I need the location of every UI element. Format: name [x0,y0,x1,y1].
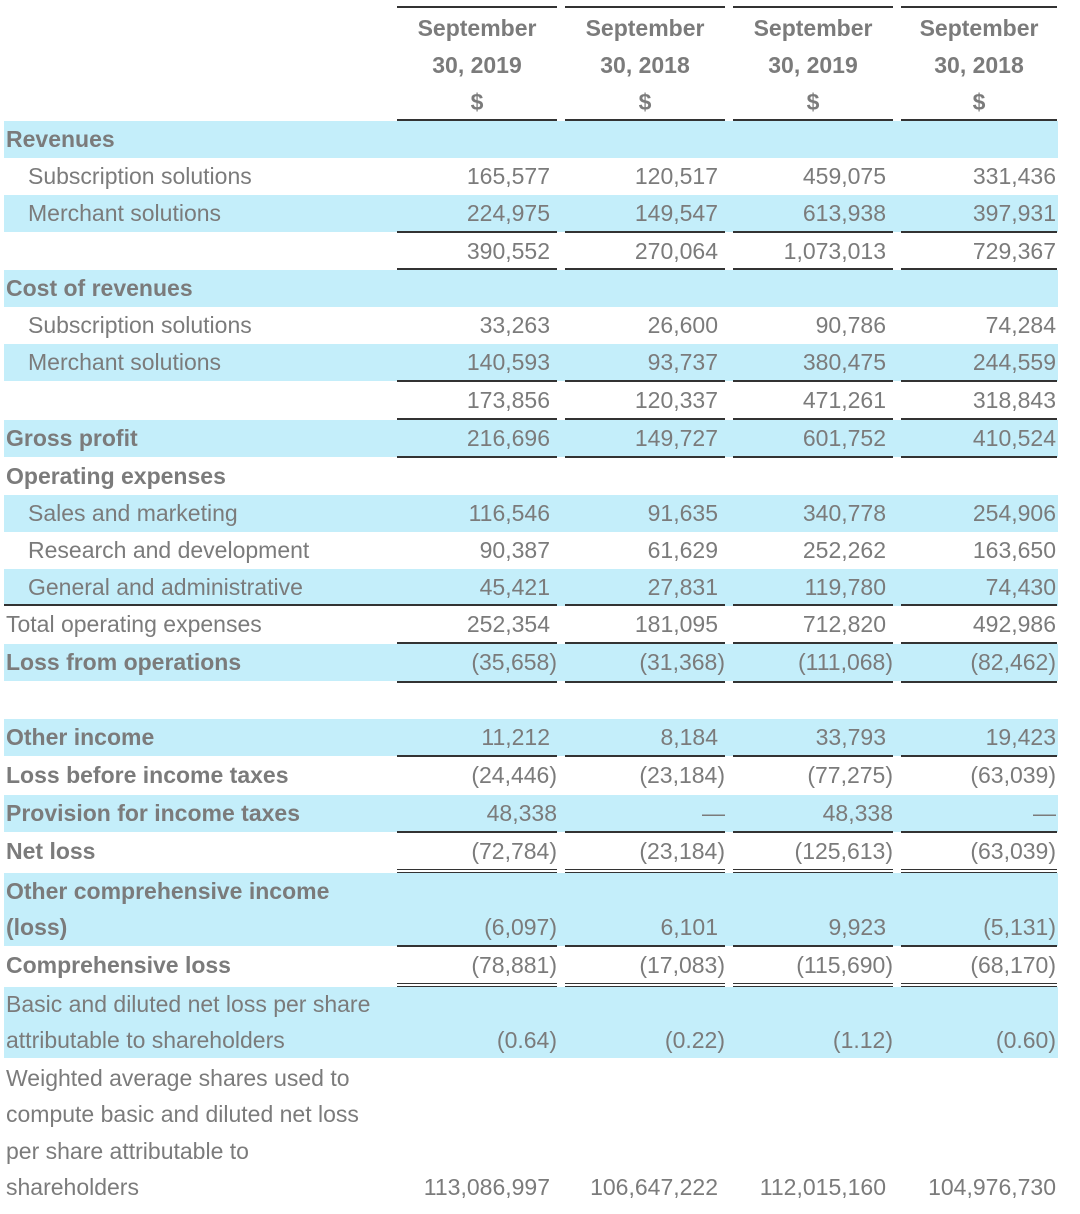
cell: (23,184) [639,762,725,788]
row-label-line3: per share attributable to [6,1138,249,1164]
cell: (125,613) [794,838,893,864]
cell: (5,131) [983,914,1056,940]
cell: 33,793 [815,724,886,750]
row-label: Loss from operations [6,649,242,675]
cell: (115,690) [796,952,893,978]
header-rule [733,6,893,8]
cell: 397,931 [972,200,1056,226]
cell: 181,095 [634,611,718,637]
cell: 27,831 [647,574,718,600]
cell: 270,064 [634,238,718,264]
row-label: Sales and marketing [28,500,238,526]
cell: 113,086,997 [423,1174,550,1200]
total-rule [901,681,1057,683]
cell: (23,184) [639,838,725,864]
cell: (6,097) [484,914,557,940]
cell: 318,843 [972,387,1056,413]
cell: (68,170) [970,952,1056,978]
row-label-line4: shareholders [6,1174,139,1200]
section-label: Revenues [6,126,115,152]
cell: 390,552 [466,238,550,264]
header-text: September [753,15,873,41]
cell: 601,752 [802,425,886,451]
cell: (24,446) [471,762,557,788]
cell: 48,338 [486,800,557,826]
cell: (0.22) [664,1027,725,1053]
cell: (63,039) [970,762,1056,788]
total-rule [733,681,893,683]
cell: (78,881) [471,952,557,978]
total-rule [565,681,725,683]
cell: 140,593 [466,349,550,375]
cell: 26,600 [647,312,718,338]
cell: 74,284 [985,312,1056,338]
cell: (72,784) [471,838,557,864]
row-label: Gross profit [6,425,138,451]
header-rule [397,6,557,8]
cell: 74,430 [985,574,1056,600]
cell: 165,577 [466,163,550,189]
cell: (35,658) [471,649,557,675]
header-text: 30, 2018 [600,52,690,78]
row-label-line2: (loss) [6,914,68,940]
cell: 93,737 [647,349,718,375]
row-label-line2: attributable to shareholders [6,1027,285,1053]
cell: 244,559 [972,349,1056,375]
row-label-line2: compute basic and diluted net loss [6,1101,359,1127]
cell: (31,368) [639,649,725,675]
total-rule [565,456,725,458]
header-currency: $ [638,89,652,115]
cell: 45,421 [479,574,550,600]
header-text: September [919,15,1039,41]
cell: 173,856 [466,387,550,413]
row-label: Other income [6,724,155,750]
cell: 90,387 [479,537,550,563]
cell: 729,367 [972,238,1056,264]
header-text: 30, 2018 [934,52,1024,78]
cell: (82,462) [970,649,1056,675]
cell: 48,338 [822,800,893,826]
cell: (111,068) [797,649,893,675]
section-label: Cost of revenues [6,275,193,301]
row-label-line1: Basic and diluted net loss per share [6,991,371,1017]
cell: 6,101 [660,914,718,940]
cell: (63,039) [970,838,1056,864]
cell: 33,263 [479,312,550,338]
column-header-3 [733,10,893,121]
row-label: Net loss [6,838,96,864]
cell: — [702,800,725,826]
section-label: Operating expenses [6,463,226,489]
row-label: Loss before income taxes [6,762,289,788]
cell: 119,780 [804,574,886,600]
row-label: Research and development [28,537,310,563]
row-label-line1: Other comprehensive income [6,878,330,904]
cell: (0.60) [995,1027,1056,1053]
header-currency: $ [972,89,986,115]
total-rule [901,456,1057,458]
cell: 19,423 [985,724,1056,750]
cell: 380,475 [802,349,886,375]
row-label: Comprehensive loss [6,952,231,978]
row-label: Provision for income taxes [6,800,300,826]
cell: 149,727 [634,425,718,451]
total-rule [397,456,557,458]
cell: 216,696 [466,425,550,451]
cell: 120,517 [634,163,718,189]
cell: 11,212 [481,724,550,750]
row-label: General and administrative [28,574,303,600]
cell: 120,337 [634,387,718,413]
cell: 459,075 [802,163,886,189]
cell: (0.64) [496,1027,557,1053]
header-rule [901,6,1057,8]
cell: 91,635 [647,500,718,526]
cell: 340,778 [802,500,886,526]
cell: 90,786 [815,312,886,338]
cell: 1,073,013 [783,238,886,264]
cell: 410,524 [972,425,1056,451]
cell: 492,986 [972,611,1056,637]
header-currency: $ [470,89,484,115]
row-label: Subscription solutions [28,312,252,338]
cell: 224,975 [466,200,550,226]
cell: (1.12) [832,1027,893,1053]
cell: 9,923 [828,914,886,940]
row-label: Merchant solutions [28,200,222,226]
cell: 712,820 [802,611,886,637]
cell: 106,647,222 [590,1174,718,1200]
cell: 61,629 [647,537,718,563]
header-currency: $ [806,89,820,115]
row-label: Subscription solutions [28,163,252,189]
cell: 104,976,730 [928,1174,1056,1200]
cell: 252,354 [466,611,550,637]
header-text: September [417,15,537,41]
cell: 116,546 [468,500,550,526]
total-rule [733,456,893,458]
header-text: 30, 2019 [768,52,858,78]
row-label: Total operating expenses [6,611,262,637]
cell: 613,938 [802,200,886,226]
cell: 471,261 [802,387,886,413]
row-label: Merchant solutions [28,349,222,375]
total-rule [397,681,557,683]
cell: 163,650 [972,537,1056,563]
cell: (77,275) [807,762,893,788]
column-header-2 [565,10,725,121]
cell: 252,262 [802,537,886,563]
column-header-4 [899,10,1059,121]
cell: 112,015,160 [759,1174,886,1200]
cell: 149,547 [634,200,718,226]
cell: 254,906 [972,500,1056,526]
header-text: 30, 2019 [432,52,522,78]
cell: 8,184 [660,724,718,750]
row-band [4,121,1058,158]
header-text: September [585,15,705,41]
cell: (17,083) [639,952,725,978]
column-header-1 [397,10,557,121]
cell: 331,436 [972,163,1056,189]
row-label-line1: Weighted average shares used to [6,1065,350,1091]
header-rule [565,6,725,8]
cell: — [1033,800,1056,826]
